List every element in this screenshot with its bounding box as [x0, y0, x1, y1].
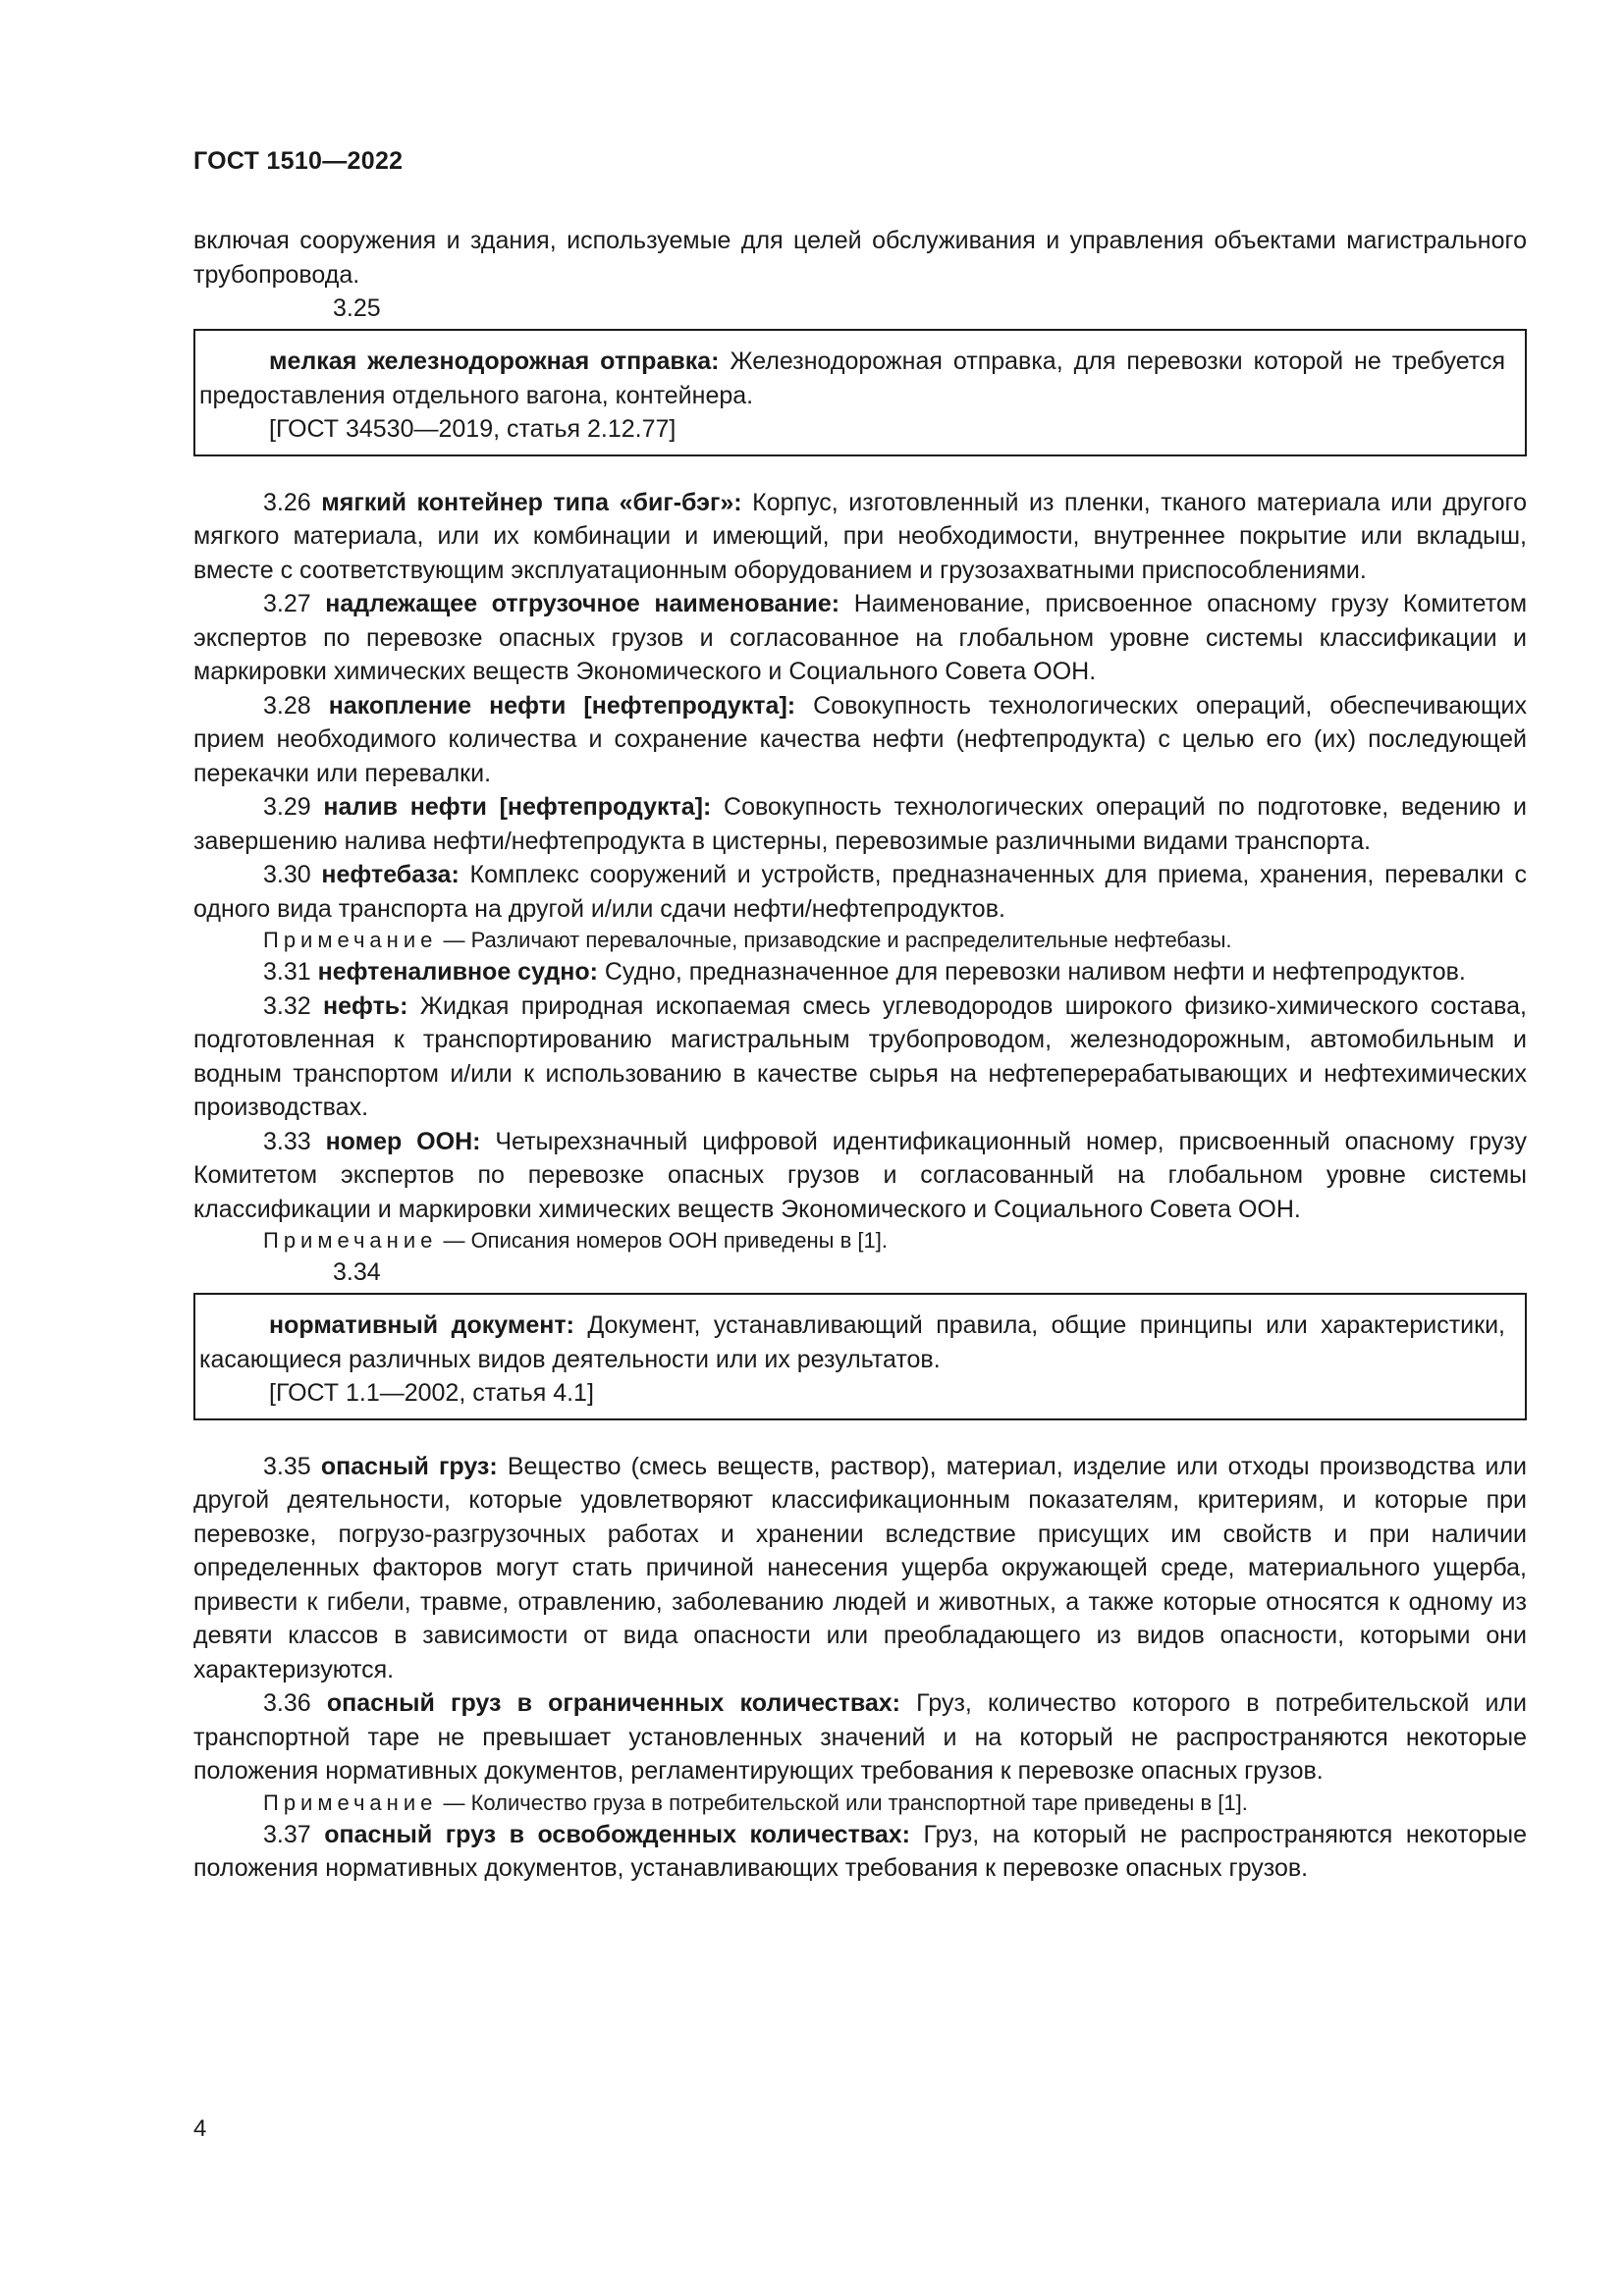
term-entry-3-30	[193, 858, 1527, 926]
term-definition: Судно, предназначенное для перевозки наливом нефти и нефтепродуктов.	[597, 958, 1466, 986]
term-entry-3-37	[193, 1818, 1527, 1886]
term-number-3-34: 3.34	[333, 1258, 381, 1286]
term-definition: Железнодорожная отправка, для перевозки которой не требуется предоставления отдельного вагона, контейнера.	[199, 347, 1506, 409]
term-number: 3.26	[263, 488, 311, 516]
term-definition: Жидкая природная ископаемая смесь углеводородов широкого физико-химического состава, подготовленная к транспортированию магистральным трубопроводом, железнодорожным, автомобильным и водным транспортом и/или к использованию в качестве сырья на нефтеперерабатывающих и нефтехимических производствах.	[193, 991, 1527, 1121]
term-definition: Совокупность технологических операций, обеспечивающих прием необходимого количества и сохранение качества нефти (нефтепродукта) с целью его (их) последующей перекачки или перевалки.	[193, 691, 1527, 787]
term-source: [ГОСТ 34530—2019, статья 2.12.77]	[269, 415, 677, 443]
term-source: [ГОСТ 1.1—2002, статья 4.1]	[269, 1379, 594, 1407]
term-number: 3.29	[263, 793, 311, 821]
term-number: 3.28	[263, 691, 311, 720]
term-box-3-25	[193, 329, 1527, 456]
term-definition: Наименование, присвоенное опасному грузу Комитетом экспертов по перевозке опасных грузов и согласованное на глобальном уровне системы классификации и маркировки химических веществ Экономического и Социального Совета ООН.	[193, 590, 1528, 685]
term-entry-3-36	[193, 1686, 1527, 1789]
term-number: 3.32	[263, 991, 311, 1020]
term-definition: Комплекс сооружений и устройств, предназначенных для приема, хранения, перевалки с одного вида транспорта на другой и/или сдачи нефти/нефтепродуктов.	[193, 861, 1527, 923]
term-number: 3.35	[263, 1452, 311, 1480]
term-entry-3-35	[193, 1450, 1527, 1687]
term-entry-3-25	[199, 345, 1505, 412]
term-title: надлежащее отгрузочное наименование:	[325, 590, 840, 617]
term-number: 3.27	[263, 590, 311, 617]
term-number: 3.37	[263, 1820, 311, 1848]
term-box-3-34	[193, 1293, 1527, 1420]
note-3-36	[193, 1789, 1527, 1818]
note-label: Примечание	[263, 928, 438, 952]
term-entry-3-28	[193, 689, 1527, 791]
term-title: номер ООН:	[325, 1127, 481, 1155]
term-definition: Документ, устанавливающий правила, общие принципы или характеристики, касающиеся различных видов деятельности или их результатов.	[199, 1311, 1505, 1373]
note-text: — Описания номеров ООН приведены в [1].	[437, 1228, 888, 1253]
term-title: нефтебаза:	[321, 861, 460, 888]
term-definition: Груз, на который не распространяются некоторые положения нормативных документов, устанавливающих требования к перевозке опасных грузов.	[193, 1820, 1527, 1882]
term-definition: Корпус, изготовленный из пленки, тканого материала или другого мягкого материала, или их комбинации и имеющий, при необходимости, внутреннее покрытие или вкладыш, вместе с соответствующим эксплуатационным оборудованием и грузозахватными приспособлениями.	[193, 488, 1527, 584]
term-number: 3.33	[263, 1127, 311, 1155]
term-entry-3-33	[193, 1125, 1527, 1227]
term-entry-3-32	[193, 989, 1527, 1125]
term-number-3-25: 3.25	[333, 294, 381, 322]
term-title: нефть:	[323, 991, 408, 1020]
term-entry-3-34	[199, 1308, 1505, 1376]
term-title: нормативный документ:	[269, 1311, 574, 1339]
term-entry-3-26	[193, 486, 1527, 588]
note-3-30	[193, 926, 1527, 955]
term-number: 3.31	[263, 958, 311, 986]
term-title: накопление нефти [нефтепродукта]:	[328, 691, 796, 720]
term-title: налив нефти [нефтепродукта]:	[323, 793, 712, 821]
term-definition: Груз, количество которого в потребительской или транспортной таре не превышает установленных значений и на который не распространяются некоторые положения нормативных документов, регламентирующих требования к перевозке опасных грузов.	[193, 1689, 1527, 1785]
page-number: 4	[193, 2115, 207, 2142]
term-entry-3-27	[193, 587, 1527, 689]
term-definition: Четырехзначный цифровой идентификационный номер, присвоенный опасному грузу Комитетом экспертов по перевозке опасных грузов и согласованный на глобальном уровне системы классификации и маркировки химических веществ Экономического и Социального Совета ООН.	[193, 1127, 1527, 1223]
term-title: мелкая железнодорожная отправка:	[269, 347, 720, 375]
term-entry-3-31	[193, 955, 1527, 989]
continuation-paragraph: включая сооружения и здания, используемые для целей обслуживания и управления объектами магистрального трубопровода.	[193, 227, 1527, 289]
note-text: — Количество груза в потребительской или транспортной таре приведены в [1].	[437, 1789, 1248, 1815]
note-text: — Различают перевалочные, призаводские и распределительные нефтебазы.	[437, 928, 1232, 952]
term-definition: Совокупность технологических операций по подготовке, ведению и завершению налива нефти/нефтепродукта в цистерны, перевозимые различными видами транспорта.	[193, 793, 1527, 855]
document-body	[193, 224, 1527, 1886]
term-title: опасный груз:	[320, 1452, 498, 1480]
term-title: нефтеналивное судно:	[317, 958, 598, 986]
note-label: Примечание	[263, 1228, 438, 1253]
term-entry-3-29	[193, 790, 1527, 858]
note-3-33	[193, 1226, 1527, 1255]
term-number: 3.36	[263, 1689, 311, 1717]
term-title: опасный груз в освобожденных количествах:	[324, 1820, 910, 1848]
note-label: Примечание	[263, 1789, 438, 1815]
term-title: мягкий контейнер типа «биг-бэг»:	[321, 488, 742, 516]
term-number: 3.30	[263, 861, 311, 888]
term-title: опасный груз в ограниченных количествах:	[326, 1689, 900, 1717]
document-header: ГОСТ 1510—2022	[193, 147, 404, 175]
term-definition: Вещество (смесь веществ, раствор), материал, изделие или отходы производства или другой деятельности, которые удовлетворяют классификационным показателям, критериям, и которые при перевозке, погрузо-разгрузочных работах и хранении вследствие присущих им свойств и при наличии определенных факторов могут стать причиной нанесения ущерба окружающей среде, материального ущерба, привести к гибели, травме, отравлению, заболеванию людей и животных, а также которые относятся к одному из девяти классов в зависимости от вида опасности или преобладающего из видов опасности, которыми они характеризуются.	[193, 1452, 1528, 1683]
